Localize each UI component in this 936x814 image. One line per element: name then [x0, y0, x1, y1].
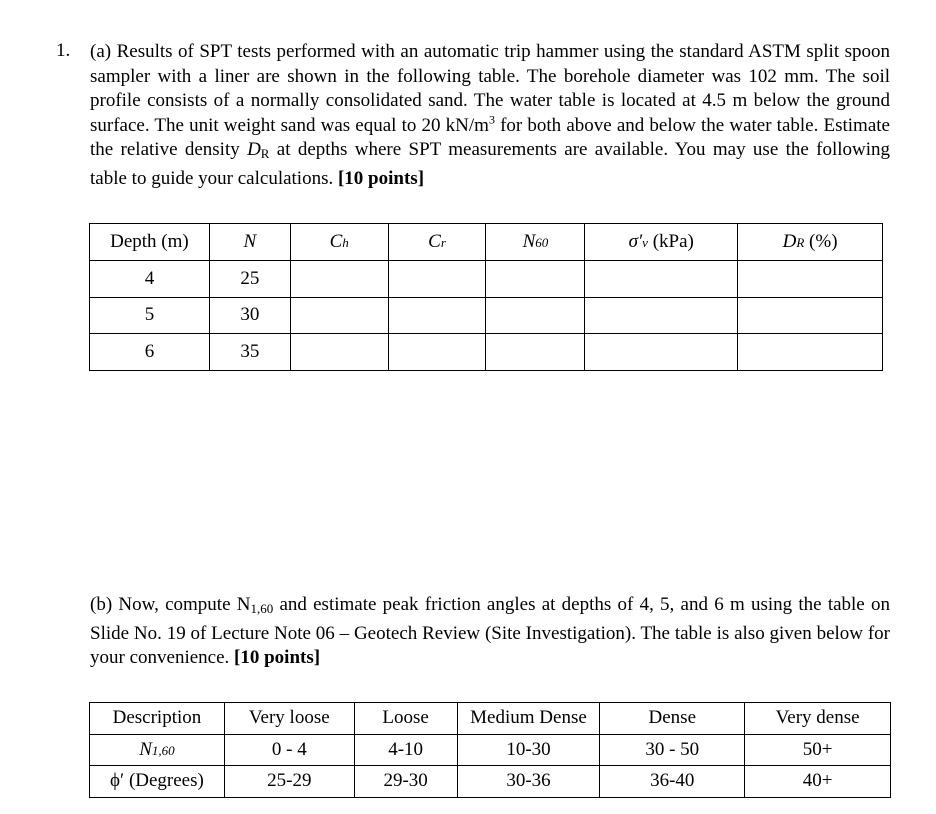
- table-row: [90, 297, 883, 334]
- cell-cr: [388, 261, 486, 298]
- cell-phi: 30-36: [457, 766, 600, 798]
- friction-table-header-row: [90, 703, 891, 735]
- part-b-text-1: (b) Now, compute N: [90, 594, 251, 615]
- cell-ch: [290, 334, 388, 371]
- cell-cr: [388, 334, 486, 371]
- cell-phi: 36-40: [600, 766, 745, 798]
- part-a-text-2: for both above and below the water table. Estimate the relative density: [90, 114, 890, 160]
- part-a-text-3: at depths where SPT measurements are available. You may use the following table to guide your calculations.: [90, 139, 891, 189]
- table-row: [90, 734, 891, 766]
- cell-sigma: [585, 334, 738, 371]
- part-a-text-1: (a) Results of SPT tests performed with an automatic trip hammer using the standard ASTM split spoon sampler with a liner are shown in the following table. The borehole diameter was 102 mm. The soil profile consists of a normally consolidated sand. The water table is located at 4.5 m below the ground surface. The unit weight sand was equal to 20 kN/m: [90, 41, 890, 136]
- table-row: [90, 261, 883, 298]
- dr-symbol: D: [247, 139, 261, 160]
- part-a-points: [10 points]: [337, 167, 425, 189]
- cell-n160: 0 - 4: [224, 734, 354, 766]
- cell-dr: [738, 334, 883, 371]
- header-description: Description: [90, 703, 225, 735]
- cell-n160: 4-10: [354, 734, 457, 766]
- friction-angle-table: [89, 702, 891, 798]
- cell-depth: 5: [90, 297, 210, 334]
- cell-phi: 29-30: [354, 766, 457, 798]
- header-very-dense: Very dense: [745, 703, 891, 735]
- cell-dr: [738, 261, 883, 298]
- header-dense: Dense: [600, 703, 745, 735]
- cell-phi: 25-29: [224, 766, 354, 798]
- cell-phi: 40+: [745, 766, 891, 798]
- spt-table-header-row: [90, 224, 883, 261]
- cell-n160: 50+: [745, 734, 891, 766]
- question-number: 1.: [56, 40, 71, 61]
- cell-depth: 6: [90, 334, 210, 371]
- spt-table: [89, 223, 883, 371]
- part-a-text: [90, 40, 890, 191]
- cell-n60: [486, 297, 585, 334]
- cell-n160: 30 - 50: [600, 734, 745, 766]
- header-loose: Loose: [354, 703, 457, 735]
- header-dr: DR (%): [738, 224, 883, 261]
- part-b-text: [90, 593, 890, 671]
- part-b-text-2: and estimate peak friction angles at depths of 4, 5, and 6 m using the table on Slide No. 19 of Lecture Note 06 – Geotech Review (Site Investigation). The table is also given below for your convenience.: [90, 594, 890, 668]
- cell-n: 30: [209, 297, 290, 334]
- cell-n: 35: [209, 334, 290, 371]
- cell-cr: [388, 297, 486, 334]
- dr-subscript: R: [260, 146, 270, 161]
- cell-depth: 4: [90, 261, 210, 298]
- header-ch: Ch: [290, 224, 388, 261]
- table-row: [90, 766, 891, 798]
- header-n: N: [209, 224, 290, 261]
- cell-sigma: [585, 297, 738, 334]
- cell-ch: [290, 261, 388, 298]
- cell-n60: [486, 334, 585, 371]
- cell-sigma: [585, 261, 738, 298]
- phi-label: ϕ′ (Degrees): [90, 766, 225, 798]
- cell-ch: [290, 297, 388, 334]
- header-depth: Depth (m): [90, 224, 210, 261]
- unit-superscript: 3: [488, 112, 495, 127]
- header-very-loose: Very loose: [224, 703, 354, 735]
- cell-n: 25: [209, 261, 290, 298]
- header-n60: N60: [486, 224, 585, 261]
- n160-label: N1,60: [90, 734, 225, 766]
- part-b-points: [10 points]: [234, 647, 321, 668]
- header-medium-dense: Medium Dense: [457, 703, 600, 735]
- header-sigma: σ′v (kPa): [585, 224, 738, 261]
- header-cr: Cr: [388, 224, 486, 261]
- table-row: [90, 334, 883, 371]
- cell-n60: [486, 261, 585, 298]
- n160-subscript: 1,60: [250, 601, 274, 616]
- cell-n160: 10-30: [457, 734, 600, 766]
- cell-dr: [738, 297, 883, 334]
